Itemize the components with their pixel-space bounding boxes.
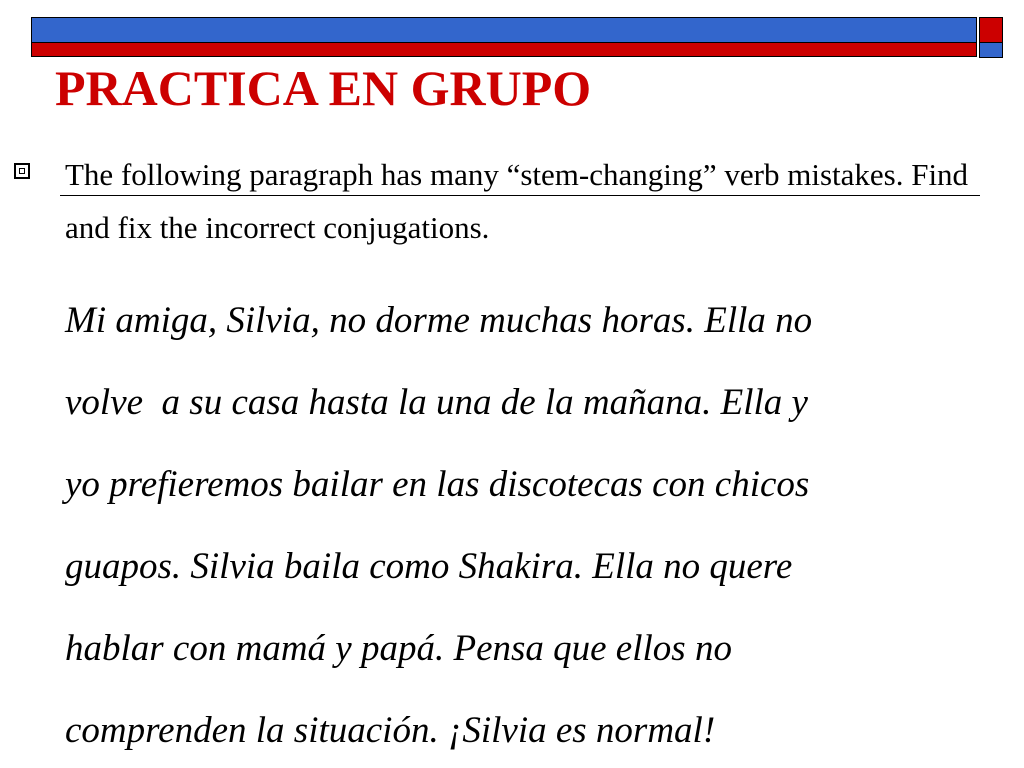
paragraph-line: Mi amiga, Silvia, no dorme muchas horas. Ella no — [65, 300, 813, 341]
paragraph-line: volve a su casa hasta la una de la mañana. Ella y — [65, 382, 808, 423]
decorative-red-square — [979, 17, 1003, 43]
bullet-inner-square — [19, 168, 25, 174]
slide-title: PRACTICA EN GRUPO — [55, 60, 592, 116]
decorative-red-bar — [31, 42, 977, 57]
instructions-text: The following paragraph has many “stem-changing” verb mistakes. Find and fix the incorrect conjugations. — [65, 157, 969, 245]
paragraph-line: comprenden la situación. ¡Silvia es normal! — [65, 710, 716, 751]
paragraph-line: hablar con mamá y papá. Pensa que ellos no — [65, 628, 732, 669]
spanish-paragraph — [65, 280, 1010, 768]
decorative-blue-square — [979, 42, 1003, 58]
decorative-blue-bar — [31, 17, 977, 43]
hollow-square-bullet-icon — [14, 163, 30, 179]
paragraph-line: guapos. Silvia baila como Shakira. Ella no quere — [65, 546, 793, 587]
paragraph-line: yo prefieremos bailar en las discotecas con chicos — [65, 464, 810, 505]
